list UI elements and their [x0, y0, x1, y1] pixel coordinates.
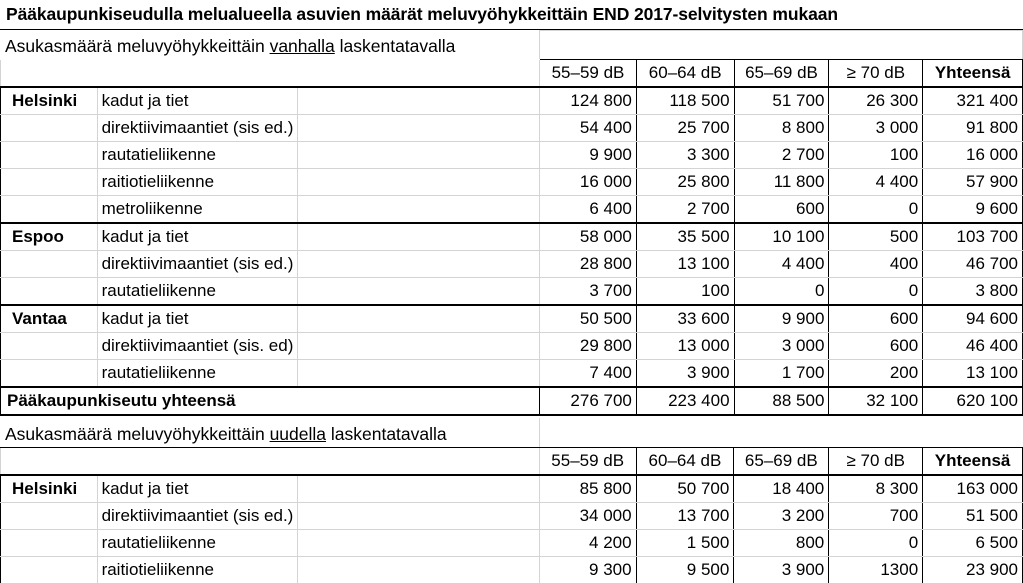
city-label — [1, 278, 98, 306]
column-header: 55–59 dB — [540, 60, 637, 88]
table-row — [1, 115, 1023, 142]
table-row — [1, 223, 1023, 251]
column-header: 65–69 dB — [734, 60, 829, 88]
row-label: kadut ja tiet — [97, 475, 298, 503]
new-method-table — [0, 418, 1023, 584]
value-cell: 50 500 — [540, 305, 637, 333]
city-label: Helsinki — [1, 87, 98, 115]
value-cell: 23 900 — [923, 557, 1023, 584]
value-cell: 13 000 — [636, 333, 734, 360]
value-cell: 700 — [829, 503, 923, 530]
value-cell: 0 — [734, 278, 829, 306]
city-label — [1, 142, 98, 169]
value-cell: 16 000 — [540, 169, 637, 196]
value-cell: 1300 — [829, 557, 923, 584]
column-header: 60–64 dB — [636, 60, 734, 88]
value-cell: 124 800 — [540, 87, 637, 115]
value-cell: 1 700 — [734, 360, 829, 388]
row-label: kadut ja tiet — [97, 305, 298, 333]
value-cell: 200 — [829, 360, 923, 388]
row-label-spacer — [298, 475, 539, 503]
value-cell: 3 900 — [636, 360, 734, 388]
city-label — [1, 557, 98, 584]
value-cell: 54 400 — [540, 115, 637, 142]
total-label: Pääkaupunkiseutu yhteensä — [1, 387, 540, 415]
old-header-row — [1, 60, 1023, 88]
row-label: direktiivimaantiet (sis ed.) — [97, 115, 298, 142]
row-label: kadut ja tiet — [97, 223, 298, 251]
new-header-row — [1, 448, 1023, 476]
column-header: 55–59 dB — [539, 448, 636, 476]
table-row — [1, 305, 1023, 333]
value-cell: 11 800 — [734, 169, 829, 196]
row-label: rautatieliikenne — [97, 360, 298, 388]
city-label — [1, 196, 98, 224]
value-cell: 500 — [829, 223, 923, 251]
value-cell: 3 300 — [636, 142, 734, 169]
table-row — [1, 278, 1023, 306]
row-label: kadut ja tiet — [97, 87, 298, 115]
value-cell: 91 800 — [923, 115, 1023, 142]
city-label — [1, 169, 98, 196]
new-caption-row — [1, 419, 1023, 448]
city-label — [1, 115, 98, 142]
column-header: Yhteensä — [923, 60, 1023, 88]
row-label-spacer — [298, 305, 540, 333]
row-label: metroliikenne — [97, 196, 298, 224]
value-cell: 10 100 — [734, 223, 829, 251]
value-cell: 50 700 — [636, 475, 734, 503]
city-label — [1, 530, 98, 557]
row-label-spacer — [298, 333, 540, 360]
row-label: direktiivimaantiet (sis ed.) — [97, 503, 298, 530]
row-label-spacer — [298, 115, 540, 142]
row-label: raitiotieliikenne — [97, 557, 298, 584]
value-cell: 9 300 — [539, 557, 636, 584]
value-cell: 100 — [829, 142, 923, 169]
value-cell: 8 800 — [734, 115, 829, 142]
table-row — [1, 87, 1023, 115]
column-header: 65–69 dB — [734, 448, 829, 476]
column-header: 60–64 dB — [636, 448, 734, 476]
table-row — [1, 557, 1023, 584]
total-value-cell: 276 700 — [540, 387, 637, 415]
row-label-spacer — [298, 223, 540, 251]
table-row — [1, 530, 1023, 557]
value-cell: 13 100 — [923, 360, 1023, 388]
value-cell: 34 000 — [539, 503, 636, 530]
old-caption-row — [1, 31, 1023, 60]
row-label: direktiivimaantiet (sis ed.) — [97, 251, 298, 278]
value-cell: 25 700 — [636, 115, 734, 142]
total-value-cell: 88 500 — [734, 387, 829, 415]
value-cell: 3 900 — [734, 557, 829, 584]
table-row — [1, 169, 1023, 196]
value-cell: 51 500 — [923, 503, 1023, 530]
value-cell: 46 400 — [923, 333, 1023, 360]
value-cell: 118 500 — [636, 87, 734, 115]
value-cell: 6 500 — [923, 530, 1023, 557]
value-cell: 7 400 — [540, 360, 637, 388]
value-cell: 13 100 — [636, 251, 734, 278]
value-cell: 16 000 — [923, 142, 1023, 169]
row-label-spacer — [298, 530, 539, 557]
old-method-table — [0, 30, 1023, 416]
value-cell: 2 700 — [636, 196, 734, 224]
value-cell: 163 000 — [923, 475, 1023, 503]
value-cell: 3 800 — [923, 278, 1023, 306]
row-label-spacer — [298, 87, 540, 115]
value-cell: 9 600 — [923, 196, 1023, 224]
table-row — [1, 196, 1023, 224]
row-label-spacer — [298, 278, 540, 306]
city-label: Helsinki — [1, 475, 98, 503]
value-cell: 28 800 — [540, 251, 637, 278]
new-header-spacer — [1, 448, 540, 476]
value-cell: 600 — [829, 333, 923, 360]
column-header: Yhteensä — [923, 448, 1023, 476]
value-cell: 8 300 — [829, 475, 923, 503]
value-cell: 35 500 — [636, 223, 734, 251]
table-row — [1, 503, 1023, 530]
city-label — [1, 360, 98, 388]
page-title: Pääkaupunkiseudulla melualueella asuvien määrät meluvyöhykkeittäin END 2017-selvitysten mukaan — [6, 4, 838, 24]
value-cell: 400 — [829, 251, 923, 278]
table-row — [1, 475, 1023, 503]
total-value-cell: 32 100 — [829, 387, 923, 415]
value-cell: 3 700 — [540, 278, 637, 306]
value-cell: 29 800 — [540, 333, 637, 360]
value-cell: 600 — [829, 305, 923, 333]
value-cell: 103 700 — [923, 223, 1023, 251]
value-cell: 94 600 — [923, 305, 1023, 333]
value-cell: 3 000 — [734, 333, 829, 360]
total-value-cell: 620 100 — [923, 387, 1023, 415]
city-label: Vantaa — [1, 305, 98, 333]
value-cell: 600 — [734, 196, 829, 224]
city-label — [1, 503, 98, 530]
value-cell: 9 900 — [734, 305, 829, 333]
value-cell: 18 400 — [734, 475, 829, 503]
old-header-spacer — [1, 60, 540, 88]
row-label: rautatieliikenne — [97, 278, 298, 306]
value-cell: 13 700 — [636, 503, 734, 530]
value-cell: 321 400 — [923, 87, 1023, 115]
table-row — [1, 251, 1023, 278]
value-cell: 9 500 — [636, 557, 734, 584]
row-label: raitiotieliikenne — [97, 169, 298, 196]
value-cell: 4 400 — [734, 251, 829, 278]
value-cell: 9 900 — [540, 142, 637, 169]
value-cell: 58 000 — [540, 223, 637, 251]
column-header: ≥ 70 dB — [829, 60, 923, 88]
value-cell: 46 700 — [923, 251, 1023, 278]
value-cell: 3 000 — [829, 115, 923, 142]
row-label-spacer — [298, 251, 540, 278]
value-cell: 0 — [829, 196, 923, 224]
city-label — [1, 251, 98, 278]
row-label-spacer — [298, 557, 539, 584]
row-label-spacer — [298, 169, 540, 196]
city-label: Espoo — [1, 223, 98, 251]
new-caption: Asukasmäärä meluvyöhykkeittäin uudella laskentatavalla — [1, 419, 540, 448]
value-cell: 4 200 — [539, 530, 636, 557]
row-label: direktiivimaantiet (sis. ed) — [97, 333, 298, 360]
value-cell: 1 500 — [636, 530, 734, 557]
value-cell: 25 800 — [636, 169, 734, 196]
value-cell: 0 — [829, 278, 923, 306]
value-cell: 85 800 — [539, 475, 636, 503]
table-row — [1, 333, 1023, 360]
value-cell: 51 700 — [734, 87, 829, 115]
value-cell: 6 400 — [540, 196, 637, 224]
table-row — [1, 142, 1023, 169]
value-cell: 100 — [636, 278, 734, 306]
total-value-cell: 223 400 — [636, 387, 734, 415]
row-label: rautatieliikenne — [97, 142, 298, 169]
value-cell: 57 900 — [923, 169, 1023, 196]
row-label: rautatieliikenne — [97, 530, 298, 557]
column-header: ≥ 70 dB — [829, 448, 923, 476]
value-cell: 3 200 — [734, 503, 829, 530]
value-cell: 2 700 — [734, 142, 829, 169]
row-label-spacer — [298, 360, 540, 388]
value-cell: 4 400 — [829, 169, 923, 196]
row-label-spacer — [298, 142, 540, 169]
row-label-spacer — [298, 196, 540, 224]
city-label — [1, 333, 98, 360]
value-cell: 0 — [829, 530, 923, 557]
row-label-spacer — [298, 503, 539, 530]
old-caption: Asukasmäärä meluvyöhykkeittäin vanhalla laskentatavalla — [1, 31, 540, 60]
table-row — [1, 360, 1023, 388]
value-cell: 800 — [734, 530, 829, 557]
total-row — [1, 387, 1023, 415]
value-cell: 26 300 — [829, 87, 923, 115]
value-cell: 33 600 — [636, 305, 734, 333]
